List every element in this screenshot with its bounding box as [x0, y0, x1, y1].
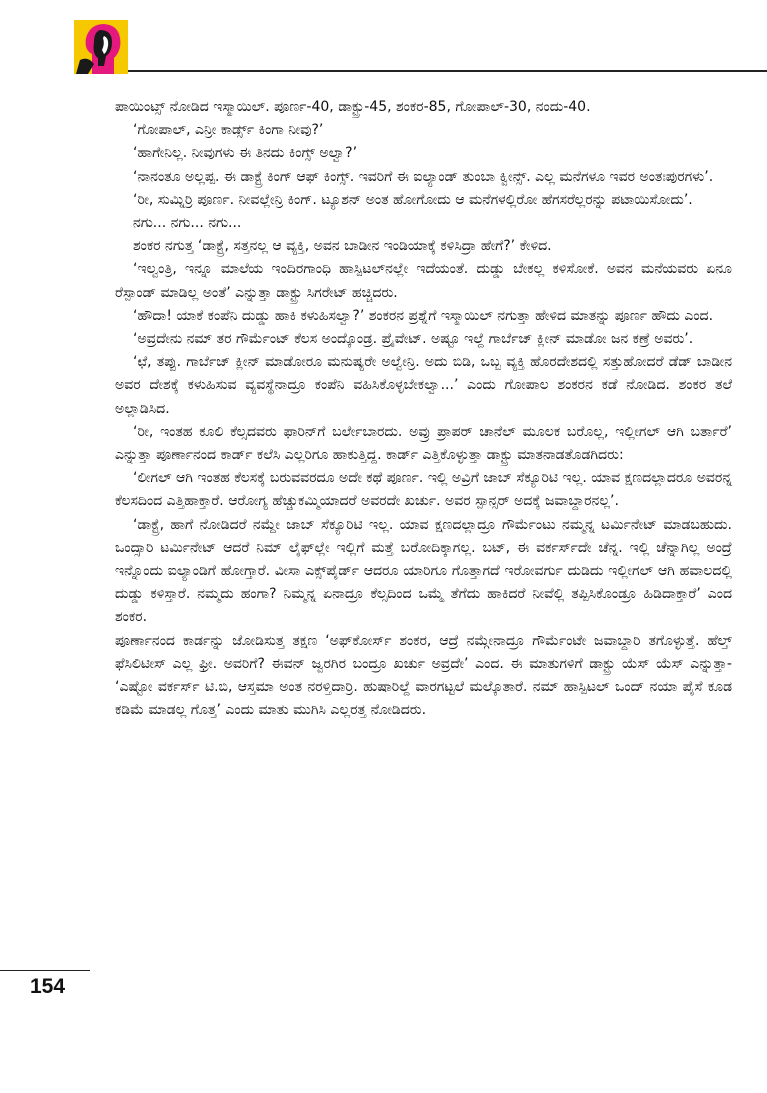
footer-rule	[0, 970, 90, 971]
body-text	[115, 96, 732, 722]
paragraph: ‘ಗೋಪಾಲ್, ಎನ್ರೀ ಕಾರ್ಡ್ಸ್ ಕಿಂಗಾ ನೀವು?’	[133, 122, 324, 139]
page-number: 154	[30, 975, 66, 998]
paragraph: ‘ಹಾಗೇನಿಲ್ಲ. ನೀವುಗಳು ಈ ತಿನದು ಕಿಂಗ್ಸ್ ಅಲ್ವಾ?’	[133, 145, 358, 162]
paragraph: ‘ಇಲ್ವಂತ್ರಿ, ಇನ್ನೂ ಮಾಲೆಯ ಇಂದಿರಗಾಂಧಿ ಹಾಸ್ಪಿಟಲ್‌ನಲ್ಲೇ ಇದೆಯಂತೆ. ದುಡ್ಡು ಬೇಕಲ್ಲ ಕಳಿಸೋಕೆ. ಅವನ ಮನೆಯವರು ಏನೂ ರೆಸ್ಪಾಂಡ್ ಮಾಡಿಲ್ಲ ಅಂತೆ’ ಎನ್ನುತ್ತಾ ಡಾಕ್ಟ್ರು ಸಿಗರೇಟ್ ಹಚ್ಚಿದರು.	[115, 261, 732, 301]
paragraph: ‘ಲೀಗಲ್ ಆಗಿ ಇಂತಹ ಕೆಲಸಕ್ಕೆ ಬರುವವರದೂ ಅದೇ ಕಥೆ ಪೂರ್ಣ. ಇಲ್ಲಿ ಅವ್ರಿಗೆ ಜಾಬ್ ಸೆಕ್ಯೂರಿಟಿ ಇಲ್ಲ. ಯಾವ ಕ್ಷಣದಲ್ಲಾದರೂ ಅವರನ್ನ ಕೆಲಸದಿಂದ ಎತ್ತಿಹಾಕ್ತಾರೆ. ಆರೋಗ್ಯ ಹೆಚ್ಚುಕಮ್ಮಿಯಾದರೆ ಅವರದೇ ಖರ್ಚು. ಅವರ ಸ್ಪಾನ್ಸರ್ ಅದಕ್ಕೆ ಜವಾಬ್ದಾರನಲ್ಲ’.	[115, 470, 732, 510]
paragraph: ‘ರೀ, ಸುಮ್ನಿರ್ರಿ ಪೂರ್ಣ. ನೀವಲ್ಲೇನ್ರಿ ಕಿಂಗ್. ಟ್ಯೂಶನ್ ಅಂತ ಹೋಗೋದು ಆ ಮನೆಗಳಲ್ಲಿರೋ ಹೆಗಸರೆಲ್ಲರನ್ನು ಪಟಾಯಿಸೋದು’.	[133, 191, 693, 208]
paragraph: ‘ಹೌದಾ! ಯಾಕೆ ಕಂಪೆನಿ ದುಡ್ಡು ಹಾಕಿ ಕಳುಹಿಸಲ್ವಾ?’ ಶಂಕರನ ಪ್ರಶ್ನೆಗೆ ಇಸ್ಮಾಯಿಲ್ ನಗುತ್ತಾ ಹೇಳಿದ ಮಾತನ್ನು ಪೂರ್ಣ ಹೌದು ಎಂದ.	[133, 307, 714, 324]
woman-profile-logo-icon	[74, 20, 128, 74]
paragraph: ಪೂರ್ಣಾನಂದ ಕಾರ್ಡನ್ನು ಜೋಡಿಸುತ್ತ ತಕ್ಷಣ ‘ಅಫ್‌ಕೋರ್ಸ್ ಶಂಕರ, ಆದ್ರೆ ನಮ್ಗೇನಾದ್ರೂ ಗೌರ್ಮೆಂಟೇ ಜವಾಬ್ದಾರಿ ತಗೊಳ್ಳುತ್ತೆ. ಹೆಲ್ತ್ ಫೆಸಿಲಿಟೀಸ್ ಎಲ್ಲ ಫ್ರೀ. ಅವರಿಗೆ? ಈವನ್ ಜ್ವರಗಿರ ಬಂದ್ರೂ ಖರ್ಚು ಅವ್ರದೇ’ ಎಂದ. ಈ ಮಾತುಗಳಿಗೆ ಡಾಕ್ಟ್ರು ಯೆಸ್ ಯೆಸ್ ಎನ್ನುತ್ತಾ- ‘ಎಷ್ಟೋ ವರ್ಕರ್ಸ್ ಟಿ.ಬಿ, ಆಸ್ತಮಾ ಅಂತ ನರಳ್ತಿದಾರ್ರಿ. ಹುಷಾರಿಲ್ದೆ ವಾರಗಟ್ಟಲೆ ಮಲ್ಕೊತಾರೆ. ನಮ್ ಹಾಸ್ಪಿಟಲ್ ಒಂದ್ ನಯಾ ಪೈಸೆ ಕೂಡ ಕಡಿಮೆ ಮಾಡಲ್ಲ ಗೊತ್ತ’ ಎಂದು ಮಾತು ಮುಗಿಸಿ ಎಲ್ಲರತ್ತ ನೋಡಿದರು.	[115, 632, 732, 719]
paragraph: ಪಾಯಿಂಟ್ಸ್ ನೋಡಿದ ಇಸ್ಮಾಯಿಲ್. ಪೂರ್ಣ-40, ಡಾಕ್ಟ್ರು-45, ಶಂಕರ-85, ಗೋಪಾಲ್-30, ನಂದು-40.	[115, 99, 591, 115]
paragraph: ‘ನಾನಂತೂ ಅಲ್ಲಪ್ಪ. ಈ ಡಾಕ್ಟ್ರೆ ಕಿಂಗ್ ಆಫ್ ಕಿಂಗ್ಸ್. ಇವರಿಗೆ ಈ ಐಲ್ಯಾಂಡ್ ತುಂಬಾ ಕ್ವೀನ್ಸ್. ಎಲ್ಲ ಮನೆಗಳೂ ಇವರ ಅಂತಃಪುರಗಳು’.	[133, 168, 714, 185]
paragraph: ಶಂಕರ ನಗುತ್ತ ‘ಡಾಕ್ಟ್ರೆ, ಸತ್ತನಲ್ಲ ಆ ವ್ಯಕ್ತಿ, ಅವನ ಬಾಡೀನ ಇಂಡಿಯಾಕ್ಕೆ ಕಳಿಸಿದ್ರಾ ಹೇಗೆ?’ ಕೇಳಿದ.	[133, 238, 552, 255]
paragraph: ‘ರೀ, ಇಂತಹ ಕೂಲಿ ಕೆಲ್ಸದವರು ಫಾರಿನ್‌ಗೆ ಬರ್ಲೇಬಾರದು. ಅವ್ರು ಪ್ರಾಪರ್ ಚಾನೆಲ್ ಮೂಲಕ ಬರೊಲ್ಲ, ಇಲ್ಲೀಗಲ್ ಆಗಿ ಬರ್ತಾರೆ’ ಎನ್ನುತ್ತಾ ಪೂರ್ಣಾನಂದ ಕಾರ್ಡ್ ಕಲೆಸಿ ಎಲ್ಲರಿಗೂ ಹಾಕುತ್ತಿದ್ದ. ಕಾರ್ಡ್ ಎತ್ತಿಕೊಳ್ಳುತ್ತಾ ಡಾಕ್ಟ್ರು ಮಾತನಾಡತೊಡಗಿದರು:	[115, 423, 732, 464]
paragraph: ನಗು... ನಗು... ನಗು...	[133, 215, 242, 232]
paragraph: ‘ಡಾಕ್ಟ್ರೆ, ಹಾಗೆ ನೋಡಿದರೆ ನಮ್ದೇ ಜಾಬ್ ಸೆಕ್ಯೂರಿಟಿ ಇಲ್ಲ. ಯಾವ ಕ್ಷಣದಲ್ಲಾದ್ರೂ ಗೌರ್ಮೆಂಟು ನಮ್ಮನ್ನ ಟರ್ಮಿನೇಟ್ ಮಾಡಬಹುದು. ಒಂದ್ಸಾರಿ ಟರ್ಮಿನೇಟ್ ಆದರೆ ನಿಮ್ ಲೈಫ್‌ಲ್ಲೇ ಇಲ್ಲಿಗೆ ಮತ್ತೆ ಬರೋದಿಕ್ಕಾಗಲ್ಲ. ಬಟ್, ಈ ವರ್ಕರ್ಸ್‌ದೇ ಚೆನ್ನ. ಇಲ್ಲಿ ಚೆನ್ನಾಗಿಲ್ಲ ಅಂದ್ರೆ ಇನ್ನೊಂದು ಐಲ್ಯಾಂಡಿಗೆ ಹೋಗ್ತಾರೆ. ವೀಸಾ ಎಕ್ಸ್‌ಪೈರ್ಡ್ ಆದರೂ ಯಾರಿಗೂ ಗೊತ್ತಾಗದೆ ಇರೋವರ್ಗು ದುಡಿದು ಇಲ್ಲೀಗಲ್ ಆಗಿ ಹವಾಲದಲ್ಲಿ ದುಡ್ಡು ಕಳಿಸ್ತಾರೆ. ನಮ್ಮದು ಹಂಗಾ? ನಿಮ್ಮನ್ನ ಏನಾದ್ರೂ ಕೆಲ್ಸದಿಂದ ಒಮ್ಮೆ ತೆಗೆದು ಹಾಕಿದರೆ ನೀವೆಲ್ಲಿ ತಪ್ಪಿಸಿಕೊಂಡ್ರೂ ಹಿಡಿದಾಕ್ತಾರೆ’ ಎಂದ ಶಂಕರ.	[115, 516, 732, 626]
header-rule	[128, 70, 767, 72]
paragraph: ‘ಅವ್ರದೇನು ನಮ್ ತರ ಗೌರ್ಮೆಂಟ್ ಕೆಲಸ ಅಂದ್ಕೊಂಡ್ರ. ಪ್ರೈವೇಟ್. ಅಷ್ಟೂ ಇಲ್ದೆ ಗಾರ್ಬೆಜ್ ಕ್ಲೀನ್ ಮಾಡೋ ಜನ ಕಣ್ರೆ ಅವರು’.	[133, 331, 694, 348]
paragraph: ‘ಛೆ, ತಪ್ಪು. ಗಾರ್ಬೆಜ್ ಕ್ಲೀನ್ ಮಾಡೋರೂ ಮನುಷ್ಯರೇ ಅಲ್ವೇನ್ರಿ. ಅದು ಬಿಡಿ, ಒಬ್ಬ ವ್ಯಕ್ತಿ ಹೊರದೇಶದಲ್ಲಿ ಸತ್ತುಹೋದರೆ ಡೆಡ್ ಬಾಡೀನ ಅವರ ದೇಶಕ್ಕೆ ಕಳುಹಿಸುವ ವ್ಯವಸ್ಥೆನಾದ್ರೂ ಕಂಪೆನಿ ವಹಿಸಿಕೊಳ್ಳಬೇಕಲ್ವಾ...’ ಎಂದು ಗೋಪಾಲ ಶಂಕರನ ಕಡೆ ನೋಡಿದ. ಶಂಕರ ತಲೆ ಅಲ್ಲಾಡಿಸಿದ.	[115, 354, 732, 417]
